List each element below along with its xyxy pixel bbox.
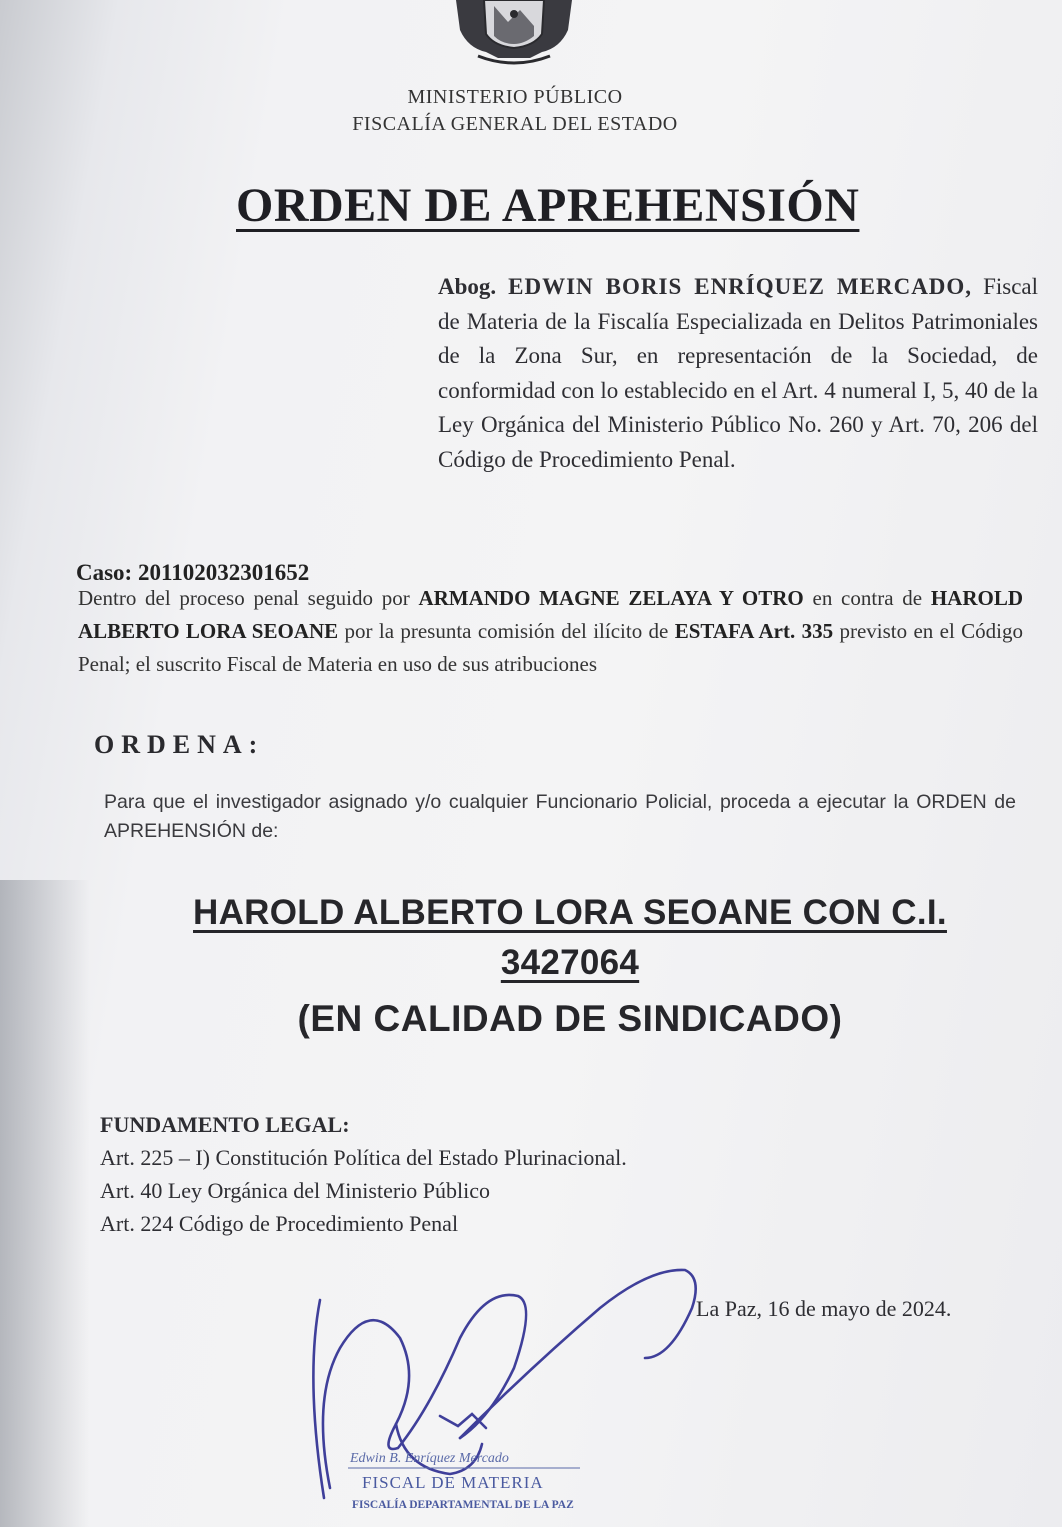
document-title: ORDEN DE APREHENSIÓN [236, 179, 860, 232]
legal-item: Art. 40 Ley Orgánica del Ministerio Público [100, 1178, 491, 1203]
page-shadow [0, 880, 90, 1527]
target-block [100, 888, 1040, 1046]
prosecutor-intro [438, 270, 1038, 477]
place-date: La Paz, 16 de mayo de 2024. [696, 1296, 952, 1321]
signature-stamp [300, 1248, 720, 1527]
case-text-3: por la presunta comisión del ilícito de [338, 619, 675, 643]
legal-heading: FUNDAMENTO LEGAL: [100, 1112, 350, 1137]
prosecutor-name: EDWIN BORIS ENRÍQUEZ MERCADO, [508, 274, 973, 299]
accused-name: HAROLD ALBERTO LORA SEOANE [78, 586, 1023, 643]
target-status-line: (EN CALIDAD DE SINDICADO) [297, 998, 843, 1039]
legal-item: Art. 225 – I) Constitución Política del Estado Plurinacional. [100, 1145, 627, 1170]
stamp-office: FISCALÍA DEPARTAMENTAL DE LA PAZ [352, 1499, 574, 1511]
ordena-heading: ORDENA: [94, 730, 265, 759]
target-name-line: HAROLD ALBERTO LORA SEOANE CON C.I. [193, 893, 947, 932]
case-paragraph [78, 582, 1023, 681]
intro-text: Fiscal de Materia de la Fiscalía Especializada en Delitos Patrimoniales de la Zona Sur, en representación de la Sociedad, de conformidad con lo establecido en el Art. 4 numeral I, 5, 40 de la Ley Orgánica del Ministerio Público No. 260 y Art. 70, 206 del Código de Procedimiento Penal. [438, 274, 1039, 472]
crime: ESTAFA Art. 335 [674, 619, 834, 643]
stamp-name: Edwin B. Enríquez Mercado [350, 1451, 509, 1466]
instruction-paragraph: Para que el investigador asignado y/o cualquier Funcionario Policial, proceda a ejecutar la ORDEN de APREHENSIÓN de: [104, 791, 1016, 842]
coat-of-arms-emblem [438, 0, 590, 66]
stamp-role: FISCAL DE MATERIA [362, 1473, 544, 1492]
case-text-1: Dentro del proceso penal seguido por [78, 586, 419, 610]
abog-label: Abog. [438, 274, 497, 299]
complainant: ARMANDO MAGNE ZELAYA Y OTRO [418, 586, 804, 610]
case-text-4: previsto en el Código Penal; el suscrito Fiscal de Materia en uso de sus atribuciones [78, 619, 1023, 676]
office-name: FISCALÍA GENERAL DEL ESTADO [352, 113, 678, 135]
legal-basis [100, 1108, 627, 1240]
legal-item: Art. 224 Código de Procedimiento Penal [100, 1211, 459, 1236]
case-number: Caso: 201102032301652 [76, 560, 310, 585]
case-text-2: en contra de [803, 586, 931, 610]
target-id-line: 3427064 [500, 943, 640, 982]
ministry-name: MINISTERIO PÚBLICO [407, 86, 623, 108]
